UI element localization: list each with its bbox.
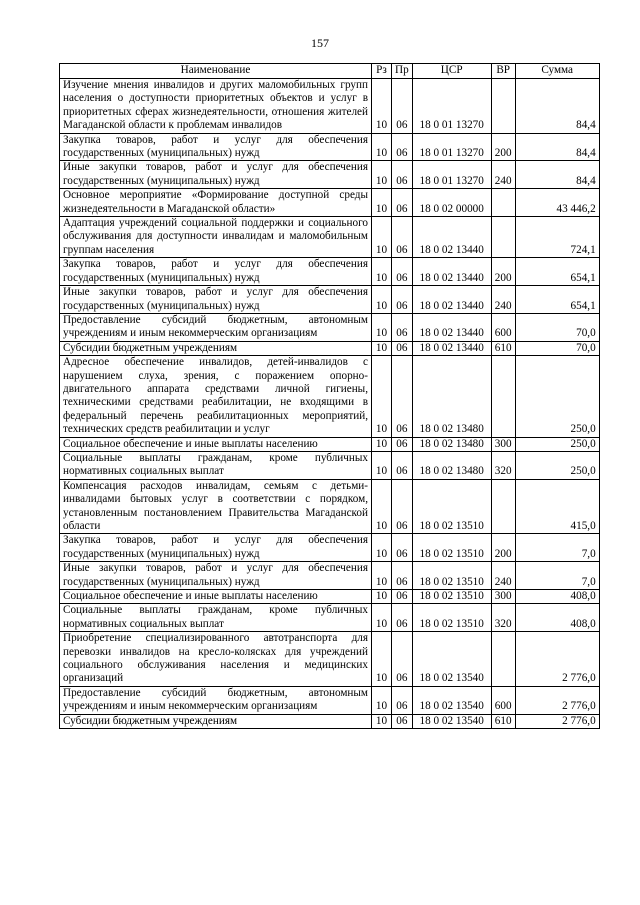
cell-rz: 10 bbox=[372, 479, 392, 534]
cell-vr: 610 bbox=[491, 714, 515, 728]
cell-name: Компенсация расходов инвалидам, семьям с детьми-инвалидами бытовых услуг в соответствии с порядком, установленным постановлением Правительства Магаданской области bbox=[60, 479, 372, 534]
cell-name: Социальное обеспечение и иные выплаты населению bbox=[60, 590, 372, 604]
cell-rz: 10 bbox=[372, 341, 392, 355]
table-row bbox=[60, 437, 600, 451]
cell-rz: 10 bbox=[372, 161, 392, 189]
table-row bbox=[60, 217, 600, 258]
cell-csr: 18 0 02 13440 bbox=[412, 286, 491, 314]
table-row bbox=[60, 161, 600, 189]
budget-table bbox=[59, 63, 600, 729]
cell-name: Закупка товаров, работ и услуг для обеспечения государственных (муниципальных) нужд bbox=[60, 133, 372, 161]
cell-pr: 06 bbox=[392, 161, 413, 189]
header-rz: Рз bbox=[372, 64, 392, 79]
cell-vr: 600 bbox=[491, 313, 515, 341]
cell-csr: 18 0 02 00000 bbox=[412, 189, 491, 217]
cell-vr: 320 bbox=[491, 604, 515, 632]
cell-pr: 06 bbox=[392, 356, 413, 437]
header-sum: Сумма bbox=[515, 64, 599, 79]
cell-vr: 240 bbox=[491, 562, 515, 590]
table-row bbox=[60, 313, 600, 341]
cell-sum: 250,0 bbox=[515, 451, 599, 479]
cell-name: Иные закупки товаров, работ и услуг для обеспечения государственных (муниципальных) нужд bbox=[60, 286, 372, 314]
cell-sum: 250,0 bbox=[515, 437, 599, 451]
cell-vr: 300 bbox=[491, 437, 515, 451]
cell-rz: 10 bbox=[372, 437, 392, 451]
table-row bbox=[60, 341, 600, 355]
cell-rz: 10 bbox=[372, 714, 392, 728]
cell-vr: 610 bbox=[491, 341, 515, 355]
table-row bbox=[60, 356, 600, 437]
cell-vr bbox=[491, 632, 515, 687]
cell-name: Иные закупки товаров, работ и услуг для обеспечения государственных (муниципальных) нужд bbox=[60, 161, 372, 189]
cell-csr: 18 0 02 13510 bbox=[412, 534, 491, 562]
table-row bbox=[60, 604, 600, 632]
cell-csr: 18 0 02 13540 bbox=[412, 686, 491, 714]
cell-vr bbox=[491, 479, 515, 534]
table-row bbox=[60, 451, 600, 479]
cell-vr: 600 bbox=[491, 686, 515, 714]
cell-csr: 18 0 02 13440 bbox=[412, 217, 491, 258]
cell-vr bbox=[491, 79, 515, 134]
cell-sum: 70,0 bbox=[515, 313, 599, 341]
cell-name: Социальные выплаты гражданам, кроме публичных нормативных социальных выплат bbox=[60, 604, 372, 632]
cell-rz: 10 bbox=[372, 217, 392, 258]
page-number: 157 bbox=[311, 36, 329, 50]
table-row bbox=[60, 258, 600, 286]
cell-sum: 408,0 bbox=[515, 590, 599, 604]
cell-pr: 06 bbox=[392, 590, 413, 604]
cell-sum: 84,4 bbox=[515, 79, 599, 134]
cell-pr: 06 bbox=[392, 189, 413, 217]
cell-name: Закупка товаров, работ и услуг для обеспечения государственных (муниципальных) нужд bbox=[60, 258, 372, 286]
cell-name: Закупка товаров, работ и услуг для обеспечения государственных (муниципальных) нужд bbox=[60, 534, 372, 562]
cell-csr: 18 0 01 13270 bbox=[412, 133, 491, 161]
cell-sum: 408,0 bbox=[515, 604, 599, 632]
cell-pr: 06 bbox=[392, 686, 413, 714]
table-row bbox=[60, 686, 600, 714]
table-row bbox=[60, 714, 600, 728]
cell-pr: 06 bbox=[392, 341, 413, 355]
header-pr: Пр bbox=[392, 64, 413, 79]
table-row bbox=[60, 562, 600, 590]
cell-vr: 320 bbox=[491, 451, 515, 479]
cell-name: Иные закупки товаров, работ и услуг для обеспечения государственных (муниципальных) нужд bbox=[60, 562, 372, 590]
cell-name: Адаптация учреждений социальной поддержки и социального обслуживания для доступности инвалидам и маломобильным группам населения bbox=[60, 217, 372, 258]
cell-sum: 84,4 bbox=[515, 133, 599, 161]
cell-pr: 06 bbox=[392, 286, 413, 314]
cell-vr bbox=[491, 189, 515, 217]
cell-rz: 10 bbox=[372, 534, 392, 562]
cell-csr: 18 0 02 13510 bbox=[412, 562, 491, 590]
cell-csr: 18 0 02 13540 bbox=[412, 714, 491, 728]
table-row bbox=[60, 286, 600, 314]
cell-sum: 2 776,0 bbox=[515, 632, 599, 687]
cell-sum: 43 446,2 bbox=[515, 189, 599, 217]
cell-pr: 06 bbox=[392, 313, 413, 341]
cell-pr: 06 bbox=[392, 451, 413, 479]
cell-rz: 10 bbox=[372, 632, 392, 687]
cell-csr: 18 0 02 13480 bbox=[412, 356, 491, 437]
cell-name: Основное мероприятие «Формирование доступной среды жизнедеятельности в Магаданской области» bbox=[60, 189, 372, 217]
cell-pr: 06 bbox=[392, 562, 413, 590]
cell-sum: 70,0 bbox=[515, 341, 599, 355]
table-row bbox=[60, 79, 600, 134]
table-row bbox=[60, 189, 600, 217]
cell-csr: 18 0 02 13540 bbox=[412, 632, 491, 687]
cell-vr: 200 bbox=[491, 258, 515, 286]
cell-vr bbox=[491, 217, 515, 258]
cell-name: Субсидии бюджетным учреждениям bbox=[60, 341, 372, 355]
header-name: Наименование bbox=[60, 64, 372, 79]
cell-sum: 7,0 bbox=[515, 562, 599, 590]
table-row bbox=[60, 133, 600, 161]
cell-sum: 724,1 bbox=[515, 217, 599, 258]
cell-name: Предоставление субсидий бюджетным, автономным учреждениям и иным некоммерческим организациям bbox=[60, 686, 372, 714]
cell-pr: 06 bbox=[392, 79, 413, 134]
cell-csr: 18 0 02 13440 bbox=[412, 258, 491, 286]
cell-name: Субсидии бюджетным учреждениям bbox=[60, 714, 372, 728]
cell-name: Изучение мнения инвалидов и других маломобильных групп населения о доступности приоритетных объектов и услуг в приоритетных сферах жизнедеятельности, отношения жителей Магаданской области к проблемам инвалидов bbox=[60, 79, 372, 134]
cell-sum: 654,1 bbox=[515, 286, 599, 314]
cell-name: Социальное обеспечение и иные выплаты населению bbox=[60, 437, 372, 451]
cell-rz: 10 bbox=[372, 133, 392, 161]
table-header-row bbox=[60, 64, 600, 79]
cell-pr: 06 bbox=[392, 217, 413, 258]
cell-pr: 06 bbox=[392, 604, 413, 632]
cell-sum: 2 776,0 bbox=[515, 714, 599, 728]
cell-name: Социальные выплаты гражданам, кроме публичных нормативных социальных выплат bbox=[60, 451, 372, 479]
header-csr: ЦСР bbox=[412, 64, 491, 79]
cell-name: Адресное обеспечение инвалидов, детей-инвалидов с нарушением слуха, зрения, с поражением опорно-двигательного аппарата средствами личной гигиены, техническими средствами реабилитации, не входящими в федеральный перечень реабилитационных мероприятий, технических средств реабилитации и услуг bbox=[60, 356, 372, 437]
cell-rz: 10 bbox=[372, 313, 392, 341]
cell-pr: 06 bbox=[392, 258, 413, 286]
cell-pr: 06 bbox=[392, 534, 413, 562]
cell-pr: 06 bbox=[392, 714, 413, 728]
cell-csr: 18 0 01 13270 bbox=[412, 161, 491, 189]
cell-pr: 06 bbox=[392, 437, 413, 451]
cell-pr: 06 bbox=[392, 479, 413, 534]
cell-sum: 2 776,0 bbox=[515, 686, 599, 714]
cell-vr: 300 bbox=[491, 590, 515, 604]
cell-csr: 18 0 02 13510 bbox=[412, 604, 491, 632]
cell-csr: 18 0 02 13440 bbox=[412, 341, 491, 355]
cell-csr: 18 0 02 13480 bbox=[412, 451, 491, 479]
cell-rz: 10 bbox=[372, 562, 392, 590]
cell-vr: 240 bbox=[491, 161, 515, 189]
cell-vr: 200 bbox=[491, 534, 515, 562]
cell-sum: 7,0 bbox=[515, 534, 599, 562]
table-row bbox=[60, 632, 600, 687]
cell-name: Приобретение специализированного автотранспорта для перевозки инвалидов на кресло-колясках для учреждений социального обслуживания населения и медицинских организаций bbox=[60, 632, 372, 687]
cell-sum: 415,0 bbox=[515, 479, 599, 534]
cell-rz: 10 bbox=[372, 79, 392, 134]
cell-sum: 654,1 bbox=[515, 258, 599, 286]
cell-csr: 18 0 02 13510 bbox=[412, 479, 491, 534]
cell-pr: 06 bbox=[392, 632, 413, 687]
cell-pr: 06 bbox=[392, 133, 413, 161]
cell-sum: 250,0 bbox=[515, 356, 599, 437]
cell-csr: 18 0 02 13440 bbox=[412, 313, 491, 341]
cell-rz: 10 bbox=[372, 451, 392, 479]
table-row bbox=[60, 534, 600, 562]
table-row bbox=[60, 590, 600, 604]
cell-vr: 200 bbox=[491, 133, 515, 161]
cell-vr: 240 bbox=[491, 286, 515, 314]
cell-csr: 18 0 02 13480 bbox=[412, 437, 491, 451]
table-row bbox=[60, 479, 600, 534]
cell-sum: 84,4 bbox=[515, 161, 599, 189]
cell-rz: 10 bbox=[372, 258, 392, 286]
header-vr: ВР bbox=[491, 64, 515, 79]
cell-rz: 10 bbox=[372, 189, 392, 217]
cell-name: Предоставление субсидий бюджетным, автономным учреждениям и иным некоммерческим организациям bbox=[60, 313, 372, 341]
cell-vr bbox=[491, 356, 515, 437]
cell-rz: 10 bbox=[372, 604, 392, 632]
cell-csr: 18 0 02 13510 bbox=[412, 590, 491, 604]
cell-rz: 10 bbox=[372, 286, 392, 314]
cell-rz: 10 bbox=[372, 356, 392, 437]
cell-rz: 10 bbox=[372, 686, 392, 714]
cell-csr: 18 0 01 13270 bbox=[412, 79, 491, 134]
cell-rz: 10 bbox=[372, 590, 392, 604]
